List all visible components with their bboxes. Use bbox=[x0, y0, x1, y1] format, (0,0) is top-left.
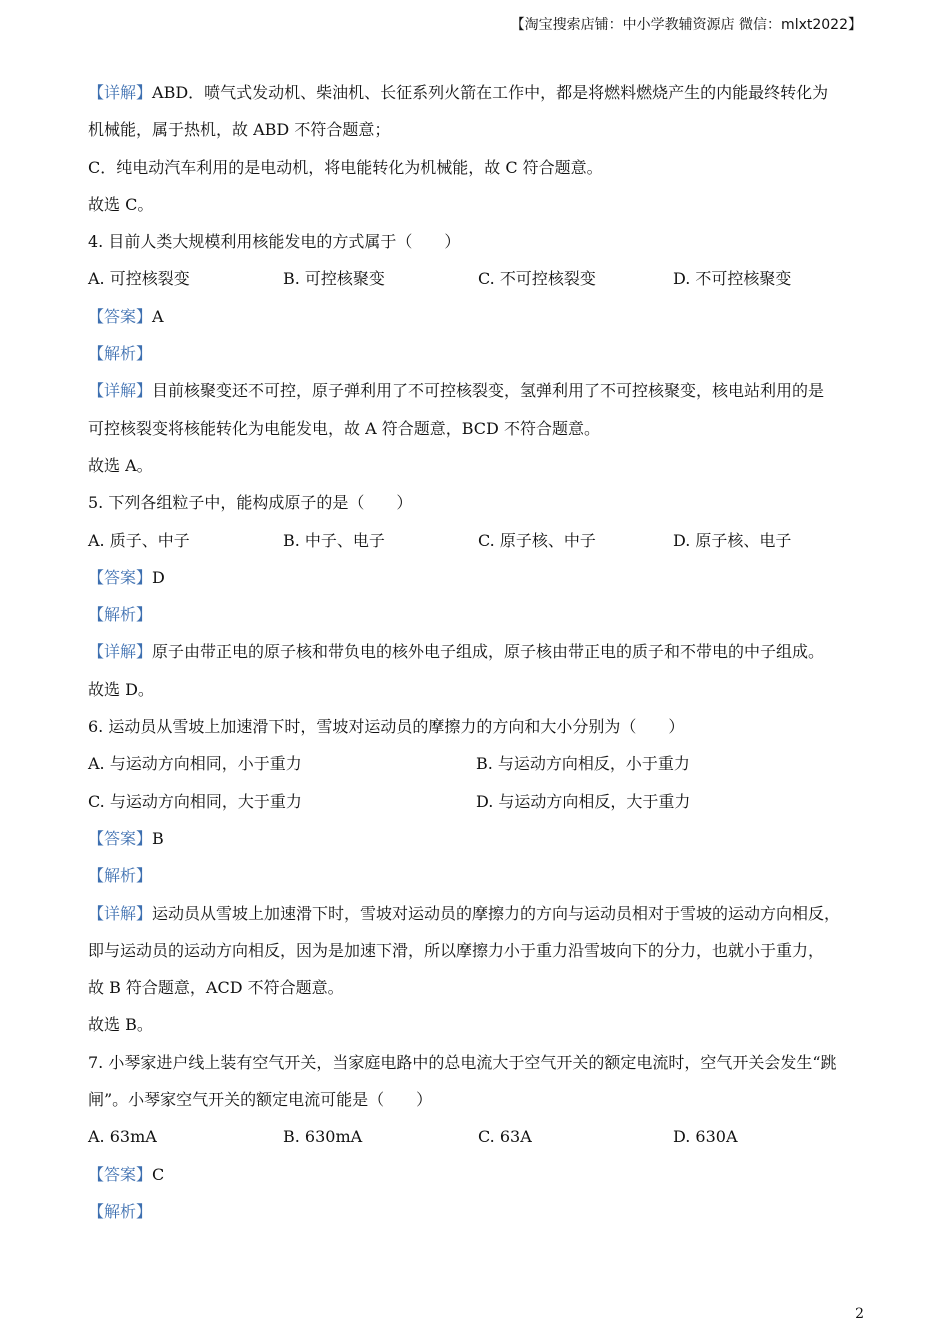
q4-option-d: D. 不可控核聚变 bbox=[673, 269, 792, 289]
q5-options bbox=[88, 522, 868, 559]
q7-options bbox=[88, 1118, 868, 1155]
q6-detail-line-3: 故 B 符合题意，ACD 不符合题意。 bbox=[88, 978, 344, 998]
detail-text: ABD．喷气式发动机、柴油机、长征系列火箭在工作中，都是将燃料燃烧产生的内能最终转化为 bbox=[152, 83, 829, 102]
q6-option-d: D. 与运动方向相反，大于重力 bbox=[476, 791, 691, 811]
detail-tag: 【详解】 bbox=[88, 83, 153, 102]
answer-value: B bbox=[152, 828, 164, 848]
detail-text: 原子由带正电的原子核和带负电的核外电子组成，原子核由带正电的质子和不带电的中子组成。 bbox=[152, 642, 825, 662]
q5-option-a: A. 质子、中子 bbox=[88, 530, 190, 550]
detail-tag: 【详解】 bbox=[88, 642, 153, 662]
q4-detail-line-1 bbox=[88, 372, 868, 409]
q6-options-row-2 bbox=[88, 783, 868, 820]
prev-conclusion: 故选 C。 bbox=[88, 194, 154, 214]
answer-tag: 【答案】 bbox=[88, 1164, 153, 1184]
q6-options-row-1 bbox=[88, 745, 868, 782]
q5-analysis-tag: 【解析】 bbox=[88, 605, 153, 625]
q5-detail-line-1 bbox=[88, 633, 868, 670]
q7-option-a: A. 63mA bbox=[88, 1127, 157, 1147]
q4-conclusion: 故选 A。 bbox=[88, 455, 153, 475]
q5-option-b: B. 中子、电子 bbox=[283, 530, 385, 550]
q4-detail-line-2: 可控核裂变将核能转化为电能发电，故 A 符合题意，BCD 不符合题意。 bbox=[88, 418, 600, 438]
q6-analysis-tag: 【解析】 bbox=[88, 866, 153, 886]
q7-stem-line-2: 闸”。小琴家空气开关的额定电流可能是（ ） bbox=[88, 1090, 433, 1110]
q6-option-c: C. 与运动方向相同，大于重力 bbox=[88, 791, 302, 811]
q5-conclusion: 故选 D。 bbox=[88, 679, 154, 699]
detail-tag: 【详解】 bbox=[88, 903, 153, 923]
q6-option-b: B. 与运动方向相反，小于重力 bbox=[476, 754, 690, 774]
detail-tag: 【详解】 bbox=[88, 381, 153, 401]
q5-stem: 5. 下列各组粒子中，能构成原子的是（ ） bbox=[88, 493, 413, 513]
q4-option-c: C. 不可控核裂变 bbox=[478, 269, 596, 289]
page-content bbox=[88, 74, 868, 1230]
q6-answer bbox=[88, 820, 868, 857]
answer-value: D bbox=[152, 567, 165, 587]
q6-detail-line-2: 即与运动员的运动方向相反，因为是加速下滑，所以摩擦力小于重力沿雪坡向下的分力，也就小于重力， bbox=[88, 940, 825, 960]
answer-value: C bbox=[152, 1164, 165, 1184]
q4-option-a: A. 可控核裂变 bbox=[88, 269, 190, 289]
q7-answer bbox=[88, 1156, 868, 1193]
q7-option-c: C. 63A bbox=[478, 1127, 532, 1147]
page-number: 2 bbox=[855, 1306, 864, 1322]
q5-option-d: D. 原子核、电子 bbox=[673, 530, 792, 550]
q7-option-b: B. 630mA bbox=[283, 1127, 363, 1147]
q7-option-d: D. 630A bbox=[673, 1127, 738, 1147]
detail-text: 目前核聚变还不可控，原子弹利用了不可控核裂变，氢弹利用了不可控核聚变，核电站利用的是 bbox=[152, 381, 825, 401]
q4-stem: 4. 目前人类大规模利用核能发电的方式属于（ ） bbox=[88, 232, 461, 252]
answer-tag: 【答案】 bbox=[88, 567, 153, 587]
q7-stem-line-1: 7. 小琴家进户线上装有空气开关，当家庭电路中的总电流大于空气开关的额定电流时，空气开关会发生“跳 bbox=[88, 1052, 837, 1072]
q6-stem: 6. 运动员从雪坡上加速滑下时，雪坡对运动员的摩擦力的方向和大小分别为（ ） bbox=[88, 717, 685, 737]
q4-answer bbox=[88, 298, 868, 335]
detail-text: 运动员从雪坡上加速滑下时，雪坡对运动员的摩擦力的方向与运动员相对于雪坡的运动方向相反， bbox=[152, 903, 841, 923]
q6-conclusion: 故选 B。 bbox=[88, 1015, 153, 1035]
answer-tag: 【答案】 bbox=[88, 306, 153, 326]
prev-detail-line-3: C．纯电动汽车利用的是电动机，将电能转化为机械能，故 C 符合题意。 bbox=[88, 157, 603, 177]
answer-tag: 【答案】 bbox=[88, 828, 153, 848]
q4-analysis-tag: 【解析】 bbox=[88, 344, 153, 364]
q4-option-b: B. 可控核聚变 bbox=[283, 269, 385, 289]
q7-analysis-tag: 【解析】 bbox=[88, 1201, 153, 1221]
answer-value: A bbox=[152, 306, 164, 326]
q5-answer bbox=[88, 559, 868, 596]
q5-option-c: C. 原子核、中子 bbox=[478, 530, 596, 550]
q4-options bbox=[88, 260, 868, 297]
prev-detail-line-2: 机械能，属于热机，故 ABD 不符合题意； bbox=[88, 120, 391, 140]
prev-detail-line-1 bbox=[88, 74, 868, 111]
page-header: 【淘宝搜索店铺：中小学教辅资源店 微信：mlxt2022】 bbox=[510, 17, 862, 33]
q6-detail-line-1 bbox=[88, 895, 868, 932]
q6-option-a: A. 与运动方向相同，小于重力 bbox=[88, 754, 302, 774]
